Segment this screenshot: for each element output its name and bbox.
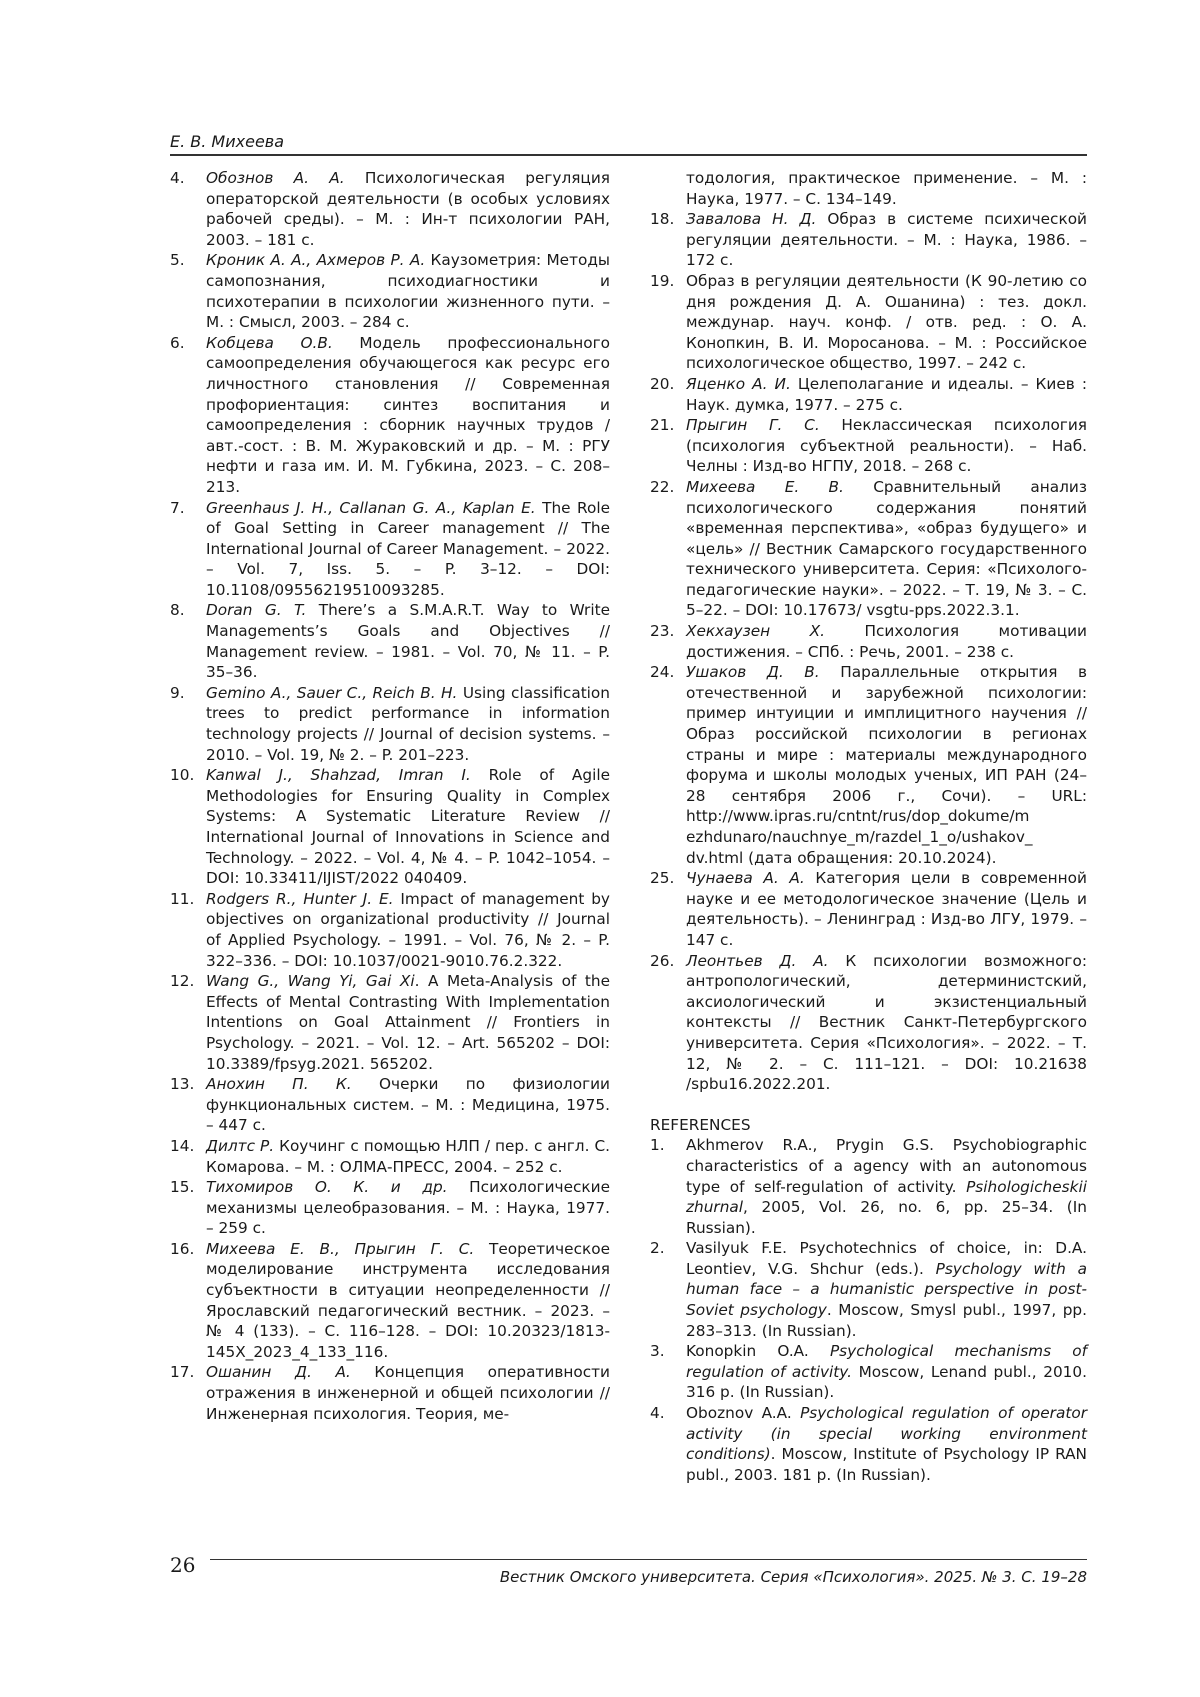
reference-number: 14. [170, 1136, 195, 1155]
reference-item [170, 498, 610, 601]
reference-body: Oboznov A.A. [686, 1404, 801, 1423]
reference-body: Образ в системе психической регуляции деятельности. – М. : Наука, 1986. – 172 с. [686, 210, 1087, 270]
reference-author: Greenhaus J. H., Callanan G. A., Kaplan E. [206, 498, 536, 517]
reference-author: Завалова Н. Д. [686, 210, 817, 229]
reference-item [170, 683, 610, 765]
reference-author: Яценко А. И. [686, 374, 791, 393]
reference-item [170, 1074, 610, 1136]
reference-number: 22. [650, 477, 675, 496]
reference-item [170, 250, 610, 332]
reference-number: 6. [170, 333, 185, 352]
reference-number: 23. [650, 622, 675, 641]
reference-item [650, 951, 1087, 1095]
reference-number: 18. [650, 210, 675, 229]
reference-body: Konopkin O.A. [686, 1342, 830, 1361]
reference-text [206, 1239, 610, 1363]
reference-author: Doran G. T. [206, 601, 307, 620]
reference-number: 11. [170, 889, 195, 908]
reference-number: 7. [170, 498, 185, 517]
reference-author: Леонтьев Д. А. [686, 951, 829, 970]
reference-body: Образ в регуляции деятельности (К 90-летию со дня рождения Д. А. Ошанина) : тез. докл. междунар. науч. конф. / отв. ред. : О. А. Конопкин, В. И. Моросанова. – М. : Российское психологическое общество, 1997. – 242 с. [686, 271, 1087, 373]
reference-author: Обознов А. А. [206, 169, 345, 187]
reference-item [170, 1362, 610, 1424]
reference-text [206, 498, 610, 601]
reference-body: Akhmerov R.A., Prygin G.S. Psychobiographic characteristics of a agency with an autonomous type of self-regulation of activity. [686, 1136, 1087, 1196]
reference-body: Role of Agile Methodologies for Ensuring Quality in Complex Systems: A Systematic Literature Review // International Journal of Innovations in Science and Technology. – 2022. – Vol. 4, № 4. – P. 1042–1054. – DOI: 10.33411/IJIST/2022 040409. [206, 766, 610, 888]
left-column [170, 168, 610, 1424]
reference-body: Moscow, Lenand publ., 2010. 316 p. (In Russian). [686, 1362, 1088, 1402]
reference-body: Сравнительный анализ психологического содержания понятий «временная перспектива», «образ будущего» и «цель» // Вестник Самарского государственного технического университета. Серия: «Психолого-педагогические науки». – 2022. – Т. 19, № 3. – С. 5–22. – DOI: 10.17673/ vsgtu-pps.2022.3.1. [686, 477, 1088, 620]
references-heading: REFERENCES [650, 1115, 751, 1134]
reference-number: 16. [170, 1239, 195, 1258]
reference-text [686, 621, 1087, 662]
reference-number: 9. [170, 683, 185, 702]
footer-rule [210, 1559, 1087, 1560]
reference-body: Психологическая регуляция операторской деятельности (в особых условиях рабочей среды). – М. : Ин-т психологии РАН, 2003. – 181 с. [206, 169, 610, 249]
reference-item [170, 765, 610, 889]
reference-body: Теоретическое моделирование инструмента исследования субъектности в ситуации неопределенности // Ярославский педагогический вестник. – 2023. – № 4 (133). – С. 116–128. – DOI: 10.20323/1813-145X_2023_4_133_116. [206, 1239, 610, 1361]
reference-item [170, 1239, 610, 1363]
reference-item [170, 1136, 610, 1177]
reference-body: There’s a S.M.A.R.T. Way to Write Managements’s Goals and Objectives // Management review. – 1981. – Vol. 70, № 11. – P. 35–36. [206, 601, 610, 682]
reference-item [650, 1403, 1087, 1485]
reference-item [650, 1135, 1087, 1238]
reference-body: . Moscow, Smysl publ., 1997, pp. 283–313. (In Russian). [686, 1301, 1087, 1340]
reference-number: 12. [170, 972, 195, 991]
reference-item [170, 333, 610, 498]
reference-number: 25. [650, 869, 675, 888]
page-number: 26 [170, 1553, 196, 1577]
reference-author: Wang G., Wang Yi, Gai Xi [206, 972, 415, 991]
reference-text [686, 477, 1087, 621]
right-column [650, 168, 1087, 1485]
reference-item [650, 1238, 1087, 1341]
header-author: Е. В. Михеева [170, 132, 285, 151]
reference-body: Каузометрия: Методы самопознания, психодиагностики и психотерапии в психологии жизненного пути. – М. : Смысл, 2003. – 284 с. [206, 251, 611, 332]
reference-number: 15. [170, 1178, 195, 1197]
reference-body: Категория цели в современной науке и ее методологическое значение (Цель и деятельность). – Ленинград : Изд-во ЛГУ, 1979. – 147 с. [686, 869, 1087, 949]
reference-author: Kanwal J., Shahzad, Imran I. [206, 766, 471, 785]
reference-item [650, 271, 1087, 374]
reference-text [686, 662, 1087, 868]
reference-author: Ошанин Д. А. [206, 1363, 351, 1382]
reference-title: Psychological regulation of operator activity (in special working environment conditions) [686, 1404, 1087, 1464]
reference-text [206, 168, 610, 250]
reference-number: 21. [650, 416, 675, 435]
reference-body: Vasilyuk F.E. Psychotechnics of choice, in: D.A. Leontiev, V.G. Shchur (eds.). [686, 1239, 1087, 1278]
reference-item [650, 374, 1087, 415]
reference-item [650, 477, 1087, 621]
reference-number: 17. [170, 1363, 195, 1382]
reference-text [206, 889, 610, 971]
reference-text [686, 868, 1087, 950]
reference-text [206, 333, 610, 498]
continuation-text: тодология, практическое применение. – М. : Наука, 1977. – С. 134–149. [686, 169, 1087, 208]
reference-title: Psychological mechanisms of regulation of activity. [686, 1342, 1087, 1381]
reference-text [206, 250, 610, 332]
reference-text [686, 1135, 1087, 1238]
reference-body: Using classification trees to predict performance in information technology projects // Journal of decision systems. – 2010. – Vol. 19, № 2. – P. 201–223. [206, 683, 610, 764]
reference-number: 5. [170, 251, 185, 270]
header-rule [170, 154, 1087, 156]
reference-text [686, 415, 1087, 477]
reference-author: Тихомиров О. К. и др. [206, 1178, 448, 1197]
reference-author: Ушаков Д. В. [686, 663, 820, 682]
reference-item [170, 600, 610, 682]
reference-number: 4. [650, 1404, 665, 1423]
reference-body: Психологические механизмы целеобразования. – М. : Наука, 1977. – 259 с. [206, 1178, 610, 1238]
reference-body: . A Meta-Analysis of the Effects of Mental Contrasting With Implementation Intentions on Goal Attainment // Frontiers in Psychology. – 2021. – Vol. 12. – Art. 565202 – DOI: 10.3389/fpsyg.2021. 565202. [206, 972, 610, 1073]
reference-author: Прыгин Г. С. [686, 416, 820, 435]
reference-item [650, 1341, 1087, 1403]
reference-body: Параллельные открытия в отечественной и зарубежной психологии: пример интуиции и имплицитного научения // Образ российской психологии в регионах страны и мире : материалы международного форума и школы молодых ученых, ИП РАН (24–28 сентября 2006 г., Сочи). – URL: http://www.ipras.ru/cntnt/rus/dop_dokume/m ezhdunaro/nauchnye_m/razdel_1_o/ushakov_ dv.html (дата обращения: 20.10.2024). [686, 663, 1087, 867]
reference-number: 19. [650, 271, 675, 290]
reference-author: Михеева Е. В., Прыгин Г. С. [206, 1239, 475, 1258]
reference-body: The Role of Goal Setting in Career management // The International Journal of Career Management. – 2022. – Vol. 7, Iss. 5. – P. 3–12. – DOI: 10.1108/09556219510093285. [206, 498, 610, 599]
reference-title: Psihologicheskii zhurnal [686, 1177, 1087, 1217]
reference-title: Psychology with a human face – a humanistic perspective in post-Soviet psychology [686, 1259, 1087, 1320]
reference-item [170, 1177, 610, 1239]
reference-text [206, 971, 610, 1074]
reference-text [206, 600, 610, 682]
reference-body: Концепция оперативности отражения в инженерной и общей психологии // Инженерная психология. Теория, ме- [206, 1363, 610, 1423]
reference-text [206, 765, 610, 889]
reference-author: Хекхаузен Х. [686, 622, 825, 641]
right-reference-list [650, 209, 1087, 1095]
reference-item [170, 168, 610, 250]
reference-body: Impact of management by objectives on organizational productivity // Journal of Applied Psychology. – 1991. – Vol. 76, № 2. – P. 322–336. – DOI: 10.1037/0021-9010.76.2.322. [206, 889, 610, 970]
english-reference-list [650, 1135, 1087, 1485]
reference-text [686, 1403, 1087, 1485]
running-header [170, 132, 1087, 152]
journal-title: Вестник Омского университета. Серия «Психология». 2025. № 3. С. 19–28 [499, 1568, 1087, 1586]
reference-text [686, 1341, 1087, 1403]
reference-author: Gemino A., Sauer C., Reich B. H. [206, 683, 458, 702]
reference-item [170, 889, 610, 971]
reference-number: 3. [650, 1342, 665, 1361]
reference-author: Rodgers R., Hunter J. E. [206, 889, 394, 908]
reference-author: Кроник А. А., Ахмеров Р. А. [206, 251, 426, 270]
reference-item [650, 209, 1087, 271]
reference-text [206, 1136, 610, 1177]
reference-text [206, 1177, 610, 1239]
reference-body: . Moscow, Institute of Psychology IP RAN publ., 2003. 181 p. (In Russian). [686, 1445, 1087, 1484]
reference-author: Кобцева О.В. [206, 333, 333, 352]
reference-item [650, 621, 1087, 662]
reference-number: 8. [170, 601, 185, 620]
reference-author: Дилтс Р. [206, 1136, 275, 1155]
reference-body: , 2005, Vol. 26, no. 6, pp. 25–34. (In Russian). [686, 1198, 1087, 1237]
reference-number: 10. [170, 766, 195, 785]
reference-body: Целеполагание и идеалы. – Киев : Наук. думка, 1977. – 275 с. [686, 374, 1087, 414]
reference-number: 4. [170, 169, 185, 187]
reference-item [650, 868, 1087, 950]
reference-number: 24. [650, 663, 675, 682]
left-reference-list [170, 168, 610, 1424]
reference-body: К психологии возможного: антропологический, детерминистский, аксиологический и экзистенциальный контексты // Вестник Санкт-Петербургского университета. Серия «Психология». – 2022. – Т. 12, № 2. – С. 111–121. – DOI: 10.21638 /spbu16.2022.201. [686, 951, 1087, 1094]
reference-body: Коучинг с помощью НЛП / пер. с англ. С. Комарова. – М. : ОЛМА-ПРЕСС, 2004. – 252 с. [206, 1136, 610, 1176]
reference-text [206, 683, 610, 765]
reference-body: Очерки по физиологии функциональных систем. – М. : Медицина, 1975. – 447 с. [206, 1075, 610, 1135]
reference-body: Модель профессионального самоопределения обучающегося как ресурс его личностного становления // Современная профориентация: синтез воспитания и самоопределения : сборник научных трудов / авт.-сост. : В. М. Жураковский и др. – М. : РГУ нефти и газа им. И. М. Губкина, 2023. – С. 208–213. [206, 333, 610, 496]
reference-text [686, 209, 1087, 271]
reference-author: Чунаева А. А. [686, 869, 805, 888]
reference-body: Психология мотивации достижения. – СПб. : Речь, 2001. – 238 с. [686, 622, 1087, 661]
reference-text [686, 374, 1087, 415]
reference-text [686, 1238, 1087, 1341]
reference-number: 1. [650, 1136, 665, 1155]
reference-body: Неклассическая психология (психология субъектной реальности). – Наб. Челны : Изд-во НГПУ, 2018. – 268 с. [686, 416, 1087, 476]
reference-item [650, 415, 1087, 477]
reference-author: Анохин П. К. [206, 1075, 352, 1094]
reference-text [206, 1362, 610, 1424]
reference-item [650, 662, 1087, 868]
reference-item [170, 971, 610, 1074]
reference-number: 13. [170, 1075, 195, 1094]
reference-author: Михеева Е. В. [686, 477, 844, 496]
reference-number: 2. [650, 1239, 665, 1258]
reference-number: 26. [650, 951, 675, 970]
reference-text [686, 271, 1087, 374]
reference-text [686, 951, 1087, 1095]
reference-text [206, 1074, 610, 1136]
reference-number: 20. [650, 374, 675, 393]
